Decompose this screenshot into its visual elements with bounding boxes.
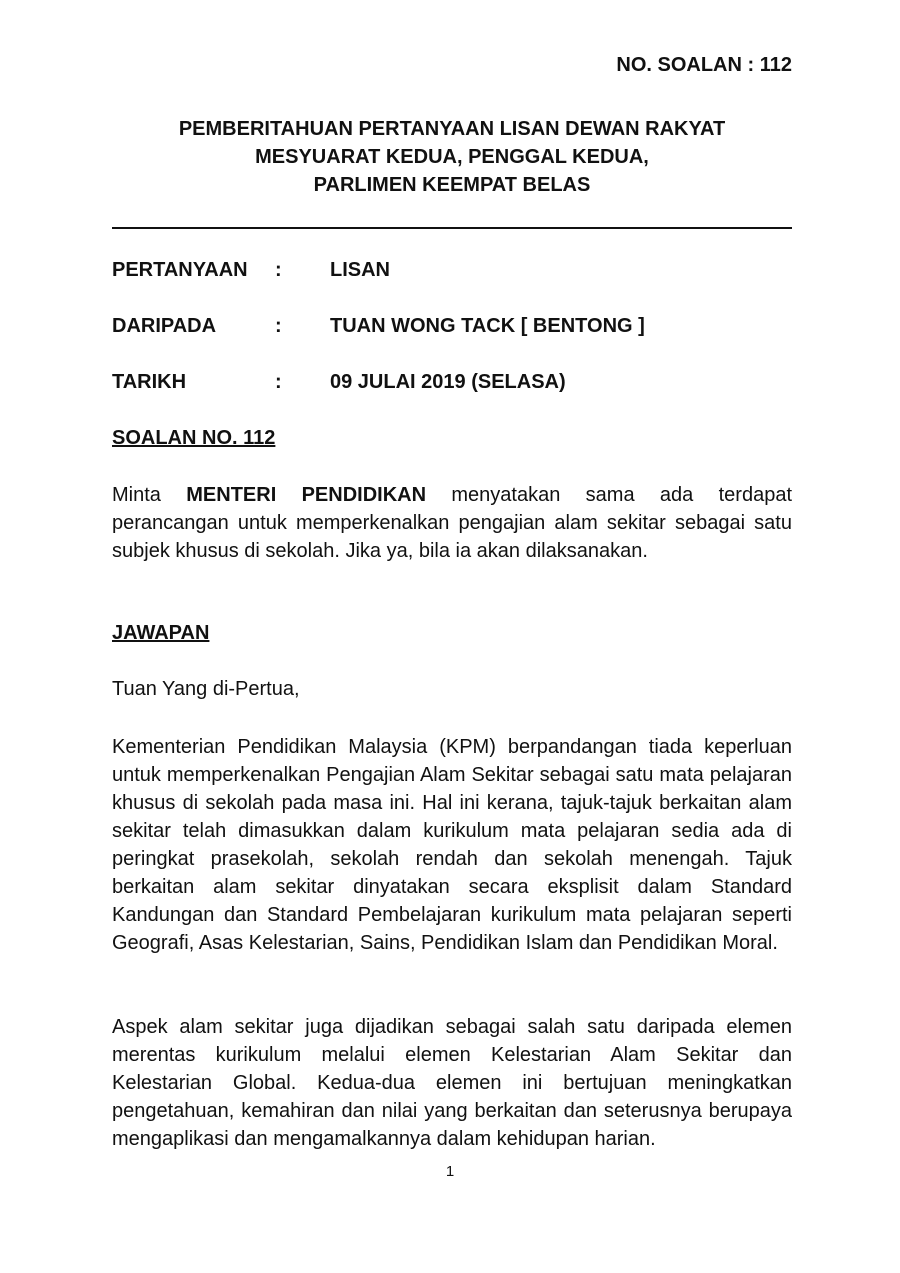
meta-colon: : — [275, 259, 282, 281]
header-divider — [112, 227, 792, 229]
answer-greeting: Tuan Yang di-Pertua, — [112, 678, 300, 700]
meta-value-tarikh: 09 JULAI 2019 (SELASA) — [330, 371, 566, 393]
meta-colon: : — [275, 315, 282, 337]
question-number: NO. SOALAN : 112 — [616, 54, 792, 76]
question-title: SOALAN NO. 112 — [112, 427, 276, 449]
document-heading — [112, 115, 792, 199]
heading-line-1: PEMBERITAHUAN PERTANYAAN LISAN DEWAN RAKYAT — [178, 118, 726, 140]
meta-label-daripada: DARIPADA — [112, 315, 217, 337]
question-prefix: Minta — [112, 484, 161, 506]
meta-value-pertanyaan: LISAN — [330, 259, 390, 281]
answer-paragraph-2: Aspek alam sekitar juga dijadikan sebagai salah satu daripada elemen merentas kurikulum melalui elemen Kelestarian Alam Sekitar dan Kelestarian Global. Kedua-dua elemen ini bertujuan meningkatkan pengetahuan, kemahiran dan nilai yang berkaitan dan seterusnya berupaya mengaplikasi dan mengamalkannya dalam kehidupan harian. — [112, 1016, 792, 1150]
minister-name: MENTERI PENDIDIKAN — [186, 484, 427, 506]
meta-label-pertanyaan: PERTANYAAN — [112, 259, 248, 281]
heading-line-3: PARLIMEN KEEMPAT BELAS — [313, 174, 591, 196]
answer-paragraph-1: Kementerian Pendidikan Malaysia (KPM) berpandangan tiada keperluan untuk memperkenalkan Pengajian Alam Sekitar sebagai satu mata pelajaran khusus di sekolah pada masa ini. Hal ini kerana, tajuk-tajuk berkaitan alam sekitar telah dimasukkan dalam kurikulum mata pelajaran sedia ada di peringkat prasekolah, sekolah rendah dan sekolah menengah. Tajuk berkaitan alam sekitar dinyatakan secara eksplisit dalam Standard Kandungan dan Standard Pembelajaran kurikulum mata pelajaran seperti Geografi, Asas Kelestarian, Sains, Pendidikan Islam dan Pendidikan Moral. — [112, 736, 792, 954]
answer-title: JAWAPAN — [112, 622, 210, 644]
meta-value-daripada: TUAN WONG TACK [ BENTONG ] — [330, 315, 645, 337]
meta-label-tarikh: TARIKH — [112, 371, 187, 393]
question-body: menyatakan sama ada terdapat perancangan untuk memperkenalkan pengajian alam sekitar sebagai satu subjek khusus di sekolah. Jika ya, bila ia akan dilaksanakan. — [112, 484, 793, 562]
question-paragraph — [112, 481, 792, 565]
meta-colon: : — [275, 371, 282, 393]
page-number: 1 — [445, 1163, 455, 1180]
heading-line-2: MESYUARAT KEDUA, PENGGAL KEDUA, — [255, 146, 649, 168]
